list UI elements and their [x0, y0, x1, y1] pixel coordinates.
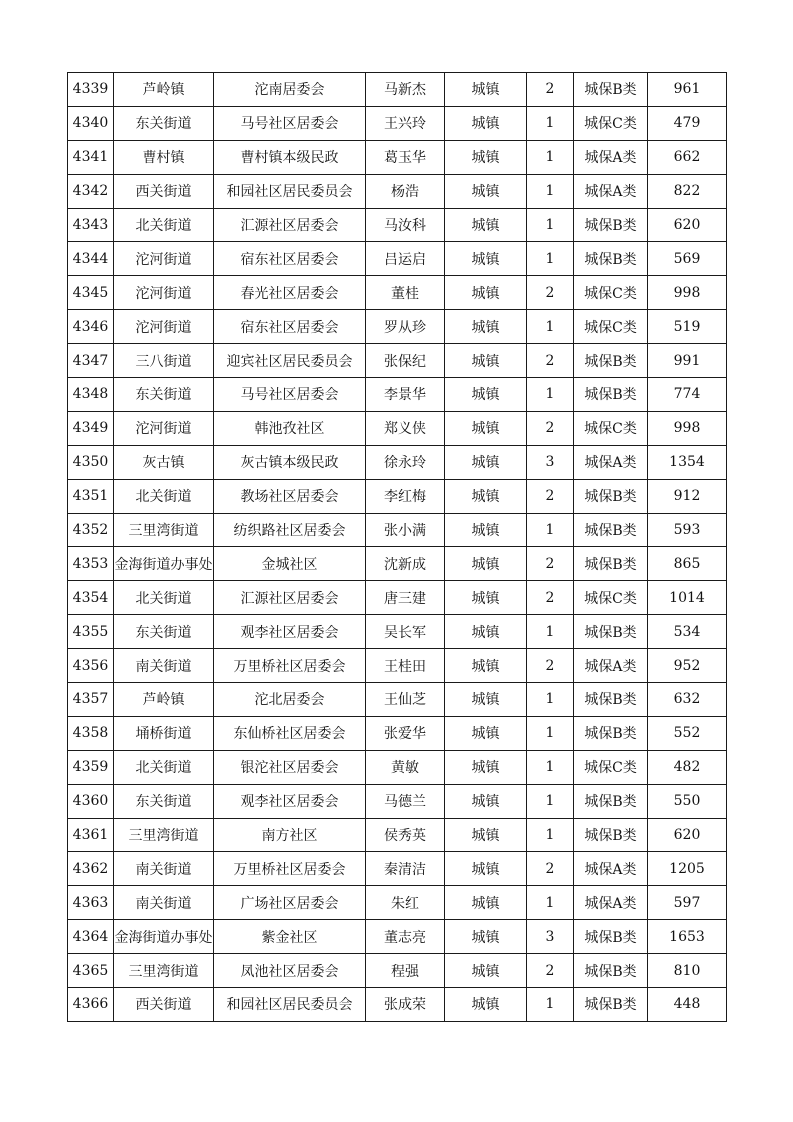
- amount-cell: 774: [648, 378, 727, 412]
- serial-number-cell: 4349: [68, 411, 114, 445]
- amount-cell: 482: [648, 750, 727, 784]
- town-cell: 东关街道: [114, 106, 214, 140]
- area-type-cell: 城镇: [445, 310, 527, 344]
- category-cell: 城保A类: [574, 649, 648, 683]
- category-cell: 城保A类: [574, 445, 648, 479]
- serial-number-cell: 4365: [68, 954, 114, 988]
- community-cell: 春光社区居委会: [214, 276, 366, 310]
- community-cell: 南方社区: [214, 818, 366, 852]
- name-cell: 罗从珍: [366, 310, 445, 344]
- town-cell: 西关街道: [114, 988, 214, 1022]
- town-cell: 沱河街道: [114, 411, 214, 445]
- town-cell: 埇桥街道: [114, 716, 214, 750]
- category-cell: 城保B类: [574, 716, 648, 750]
- household-count-cell: 1: [527, 716, 574, 750]
- town-cell: 芦岭镇: [114, 683, 214, 717]
- table-row: [68, 683, 727, 717]
- household-count-cell: 1: [527, 106, 574, 140]
- household-count-cell: 1: [527, 513, 574, 547]
- area-type-cell: 城镇: [445, 378, 527, 412]
- town-cell: 金海街道办事处: [114, 920, 214, 954]
- town-cell: 金海街道办事处: [114, 547, 214, 581]
- serial-number-cell: 4362: [68, 852, 114, 886]
- serial-number-cell: 4348: [68, 378, 114, 412]
- category-cell: 城保B类: [574, 242, 648, 276]
- area-type-cell: 城镇: [445, 581, 527, 615]
- household-count-cell: 2: [527, 547, 574, 581]
- household-count-cell: 1: [527, 886, 574, 920]
- area-type-cell: 城镇: [445, 174, 527, 208]
- household-count-cell: 1: [527, 750, 574, 784]
- category-cell: 城保B类: [574, 73, 648, 107]
- name-cell: 董桂: [366, 276, 445, 310]
- serial-number-cell: 4366: [68, 988, 114, 1022]
- area-type-cell: 城镇: [445, 513, 527, 547]
- area-type-cell: 城镇: [445, 547, 527, 581]
- category-cell: 城保A类: [574, 886, 648, 920]
- town-cell: 西关街道: [114, 174, 214, 208]
- amount-cell: 991: [648, 344, 727, 378]
- name-cell: 朱红: [366, 886, 445, 920]
- name-cell: 徐永玲: [366, 445, 445, 479]
- table-row: [68, 615, 727, 649]
- community-cell: 汇源社区居委会: [214, 208, 366, 242]
- serial-number-cell: 4360: [68, 784, 114, 818]
- table-body: [68, 73, 727, 1022]
- area-type-cell: 城镇: [445, 988, 527, 1022]
- town-cell: 曹村镇: [114, 140, 214, 174]
- table-row: [68, 852, 727, 886]
- serial-number-cell: 4356: [68, 649, 114, 683]
- community-cell: 观李社区居委会: [214, 615, 366, 649]
- table-row: [68, 920, 727, 954]
- serial-number-cell: 4353: [68, 547, 114, 581]
- town-cell: 南关街道: [114, 886, 214, 920]
- name-cell: 沈新成: [366, 547, 445, 581]
- amount-cell: 632: [648, 683, 727, 717]
- table-row: [68, 445, 727, 479]
- serial-number-cell: 4339: [68, 73, 114, 107]
- table-row: [68, 954, 727, 988]
- town-cell: 芦岭镇: [114, 73, 214, 107]
- amount-cell: 552: [648, 716, 727, 750]
- community-cell: 凤池社区居委会: [214, 954, 366, 988]
- category-cell: 城保B类: [574, 615, 648, 649]
- town-cell: 东关街道: [114, 784, 214, 818]
- community-cell: 汇源社区居委会: [214, 581, 366, 615]
- table-row: [68, 818, 727, 852]
- area-type-cell: 城镇: [445, 445, 527, 479]
- amount-cell: 998: [648, 276, 727, 310]
- serial-number-cell: 4355: [68, 615, 114, 649]
- table-row: [68, 988, 727, 1022]
- category-cell: 城保C类: [574, 310, 648, 344]
- name-cell: 张小满: [366, 513, 445, 547]
- table-row: [68, 276, 727, 310]
- serial-number-cell: 4352: [68, 513, 114, 547]
- name-cell: 马德兰: [366, 784, 445, 818]
- category-cell: 城保C类: [574, 750, 648, 784]
- community-cell: 韩池孜社区: [214, 411, 366, 445]
- town-cell: 灰古镇: [114, 445, 214, 479]
- amount-cell: 519: [648, 310, 727, 344]
- town-cell: 三里湾街道: [114, 954, 214, 988]
- amount-cell: 1354: [648, 445, 727, 479]
- community-cell: 迎宾社区居民委员会: [214, 344, 366, 378]
- serial-number-cell: 4343: [68, 208, 114, 242]
- area-type-cell: 城镇: [445, 920, 527, 954]
- name-cell: 唐三建: [366, 581, 445, 615]
- amount-cell: 534: [648, 615, 727, 649]
- table-row: [68, 750, 727, 784]
- name-cell: 程强: [366, 954, 445, 988]
- household-count-cell: 1: [527, 208, 574, 242]
- table-row: [68, 73, 727, 107]
- amount-cell: 961: [648, 73, 727, 107]
- name-cell: 吕运启: [366, 242, 445, 276]
- area-type-cell: 城镇: [445, 344, 527, 378]
- table-row: [68, 886, 727, 920]
- town-cell: 北关街道: [114, 479, 214, 513]
- household-count-cell: 2: [527, 73, 574, 107]
- table-row: [68, 513, 727, 547]
- serial-number-cell: 4341: [68, 140, 114, 174]
- serial-number-cell: 4357: [68, 683, 114, 717]
- town-cell: 南关街道: [114, 852, 214, 886]
- name-cell: 王兴玲: [366, 106, 445, 140]
- table-row: [68, 140, 727, 174]
- name-cell: 张成荣: [366, 988, 445, 1022]
- table-row: [68, 174, 727, 208]
- table-row: [68, 547, 727, 581]
- table-row: [68, 411, 727, 445]
- community-cell: 万里桥社区居委会: [214, 649, 366, 683]
- community-cell: 沱北居委会: [214, 683, 366, 717]
- serial-number-cell: 4347: [68, 344, 114, 378]
- name-cell: 董志亮: [366, 920, 445, 954]
- amount-cell: 550: [648, 784, 727, 818]
- table-row: [68, 479, 727, 513]
- community-cell: 马号社区居委会: [214, 378, 366, 412]
- area-type-cell: 城镇: [445, 106, 527, 140]
- name-cell: 马新杰: [366, 73, 445, 107]
- community-cell: 纺织路社区居委会: [214, 513, 366, 547]
- table-row: [68, 208, 727, 242]
- category-cell: 城保B类: [574, 513, 648, 547]
- area-type-cell: 城镇: [445, 208, 527, 242]
- amount-cell: 448: [648, 988, 727, 1022]
- table-row: [68, 242, 727, 276]
- town-cell: 东关街道: [114, 378, 214, 412]
- category-cell: 城保B类: [574, 954, 648, 988]
- area-type-cell: 城镇: [445, 411, 527, 445]
- area-type-cell: 城镇: [445, 683, 527, 717]
- community-cell: 银沱社区居委会: [214, 750, 366, 784]
- category-cell: 城保B类: [574, 683, 648, 717]
- category-cell: 城保A类: [574, 140, 648, 174]
- table-row: [68, 310, 727, 344]
- serial-number-cell: 4363: [68, 886, 114, 920]
- town-cell: 沱河街道: [114, 310, 214, 344]
- amount-cell: 662: [648, 140, 727, 174]
- community-cell: 沱南居委会: [214, 73, 366, 107]
- area-type-cell: 城镇: [445, 276, 527, 310]
- area-type-cell: 城镇: [445, 649, 527, 683]
- category-cell: 城保B类: [574, 344, 648, 378]
- town-cell: 三里湾街道: [114, 513, 214, 547]
- area-type-cell: 城镇: [445, 886, 527, 920]
- amount-cell: 479: [648, 106, 727, 140]
- table-row: [68, 716, 727, 750]
- table-row: [68, 106, 727, 140]
- area-type-cell: 城镇: [445, 954, 527, 988]
- household-count-cell: 1: [527, 310, 574, 344]
- community-cell: 灰古镇本级民政: [214, 445, 366, 479]
- name-cell: 黄敏: [366, 750, 445, 784]
- serial-number-cell: 4346: [68, 310, 114, 344]
- community-cell: 观李社区居委会: [214, 784, 366, 818]
- category-cell: 城保B类: [574, 479, 648, 513]
- category-cell: 城保A类: [574, 174, 648, 208]
- community-cell: 教场社区居委会: [214, 479, 366, 513]
- amount-cell: 620: [648, 208, 727, 242]
- area-type-cell: 城镇: [445, 140, 527, 174]
- table-row: [68, 581, 727, 615]
- category-cell: 城保C类: [574, 411, 648, 445]
- town-cell: 北关街道: [114, 208, 214, 242]
- community-cell: 宿东社区居委会: [214, 310, 366, 344]
- name-cell: 李景华: [366, 378, 445, 412]
- household-count-cell: 3: [527, 445, 574, 479]
- household-count-cell: 1: [527, 174, 574, 208]
- area-type-cell: 城镇: [445, 818, 527, 852]
- household-count-cell: 3: [527, 920, 574, 954]
- name-cell: 马汝科: [366, 208, 445, 242]
- serial-number-cell: 4350: [68, 445, 114, 479]
- serial-number-cell: 4361: [68, 818, 114, 852]
- serial-number-cell: 4351: [68, 479, 114, 513]
- category-cell: 城保B类: [574, 208, 648, 242]
- household-count-cell: 2: [527, 344, 574, 378]
- household-count-cell: 1: [527, 615, 574, 649]
- name-cell: 杨浩: [366, 174, 445, 208]
- serial-number-cell: 4354: [68, 581, 114, 615]
- town-cell: 三八街道: [114, 344, 214, 378]
- area-type-cell: 城镇: [445, 242, 527, 276]
- amount-cell: 597: [648, 886, 727, 920]
- serial-number-cell: 4358: [68, 716, 114, 750]
- category-cell: 城保B类: [574, 920, 648, 954]
- household-count-cell: 2: [527, 581, 574, 615]
- household-count-cell: 1: [527, 242, 574, 276]
- amount-cell: 569: [648, 242, 727, 276]
- household-count-cell: 1: [527, 818, 574, 852]
- category-cell: 城保B类: [574, 784, 648, 818]
- serial-number-cell: 4364: [68, 920, 114, 954]
- household-count-cell: 1: [527, 683, 574, 717]
- serial-number-cell: 4342: [68, 174, 114, 208]
- category-cell: 城保C类: [574, 106, 648, 140]
- name-cell: 张爱华: [366, 716, 445, 750]
- community-cell: 金城社区: [214, 547, 366, 581]
- serial-number-cell: 4345: [68, 276, 114, 310]
- household-count-cell: 1: [527, 140, 574, 174]
- data-table: [67, 72, 727, 1022]
- town-cell: 北关街道: [114, 750, 214, 784]
- community-cell: 紫金社区: [214, 920, 366, 954]
- serial-number-cell: 4340: [68, 106, 114, 140]
- town-cell: 沱河街道: [114, 276, 214, 310]
- area-type-cell: 城镇: [445, 615, 527, 649]
- community-cell: 宿东社区居委会: [214, 242, 366, 276]
- community-cell: 东仙桥社区居委会: [214, 716, 366, 750]
- category-cell: 城保C类: [574, 276, 648, 310]
- table-row: [68, 649, 727, 683]
- town-cell: 沱河街道: [114, 242, 214, 276]
- serial-number-cell: 4359: [68, 750, 114, 784]
- category-cell: 城保C类: [574, 581, 648, 615]
- amount-cell: 593: [648, 513, 727, 547]
- name-cell: 李红梅: [366, 479, 445, 513]
- name-cell: 张保纪: [366, 344, 445, 378]
- name-cell: 秦清洁: [366, 852, 445, 886]
- town-cell: 北关街道: [114, 581, 214, 615]
- name-cell: 葛玉华: [366, 140, 445, 174]
- town-cell: 南关街道: [114, 649, 214, 683]
- area-type-cell: 城镇: [445, 784, 527, 818]
- area-type-cell: 城镇: [445, 479, 527, 513]
- name-cell: 王仙芝: [366, 683, 445, 717]
- household-count-cell: 2: [527, 411, 574, 445]
- household-count-cell: 2: [527, 852, 574, 886]
- community-cell: 广场社区居委会: [214, 886, 366, 920]
- amount-cell: 822: [648, 174, 727, 208]
- name-cell: 侯秀英: [366, 818, 445, 852]
- area-type-cell: 城镇: [445, 716, 527, 750]
- amount-cell: 620: [648, 818, 727, 852]
- community-cell: 和园社区居民委员会: [214, 988, 366, 1022]
- amount-cell: 1653: [648, 920, 727, 954]
- household-count-cell: 2: [527, 276, 574, 310]
- amount-cell: 1014: [648, 581, 727, 615]
- name-cell: 郑义侠: [366, 411, 445, 445]
- community-cell: 马号社区居委会: [214, 106, 366, 140]
- category-cell: 城保B类: [574, 378, 648, 412]
- amount-cell: 865: [648, 547, 727, 581]
- household-count-cell: 1: [527, 988, 574, 1022]
- category-cell: 城保B类: [574, 547, 648, 581]
- table-row: [68, 784, 727, 818]
- household-count-cell: 1: [527, 784, 574, 818]
- amount-cell: 998: [648, 411, 727, 445]
- household-count-cell: 2: [527, 649, 574, 683]
- household-count-cell: 2: [527, 479, 574, 513]
- serial-number-cell: 4344: [68, 242, 114, 276]
- name-cell: 王桂田: [366, 649, 445, 683]
- amount-cell: 912: [648, 479, 727, 513]
- name-cell: 吴长军: [366, 615, 445, 649]
- town-cell: 三里湾街道: [114, 818, 214, 852]
- community-cell: 万里桥社区居委会: [214, 852, 366, 886]
- table-row: [68, 344, 727, 378]
- community-cell: 曹村镇本级民政: [214, 140, 366, 174]
- table-row: [68, 378, 727, 412]
- amount-cell: 952: [648, 649, 727, 683]
- area-type-cell: 城镇: [445, 73, 527, 107]
- household-count-cell: 2: [527, 954, 574, 988]
- town-cell: 东关街道: [114, 615, 214, 649]
- category-cell: 城保B类: [574, 818, 648, 852]
- area-type-cell: 城镇: [445, 750, 527, 784]
- area-type-cell: 城镇: [445, 852, 527, 886]
- amount-cell: 810: [648, 954, 727, 988]
- community-cell: 和园社区居民委员会: [214, 174, 366, 208]
- household-count-cell: 1: [527, 378, 574, 412]
- category-cell: 城保B类: [574, 988, 648, 1022]
- category-cell: 城保A类: [574, 852, 648, 886]
- amount-cell: 1205: [648, 852, 727, 886]
